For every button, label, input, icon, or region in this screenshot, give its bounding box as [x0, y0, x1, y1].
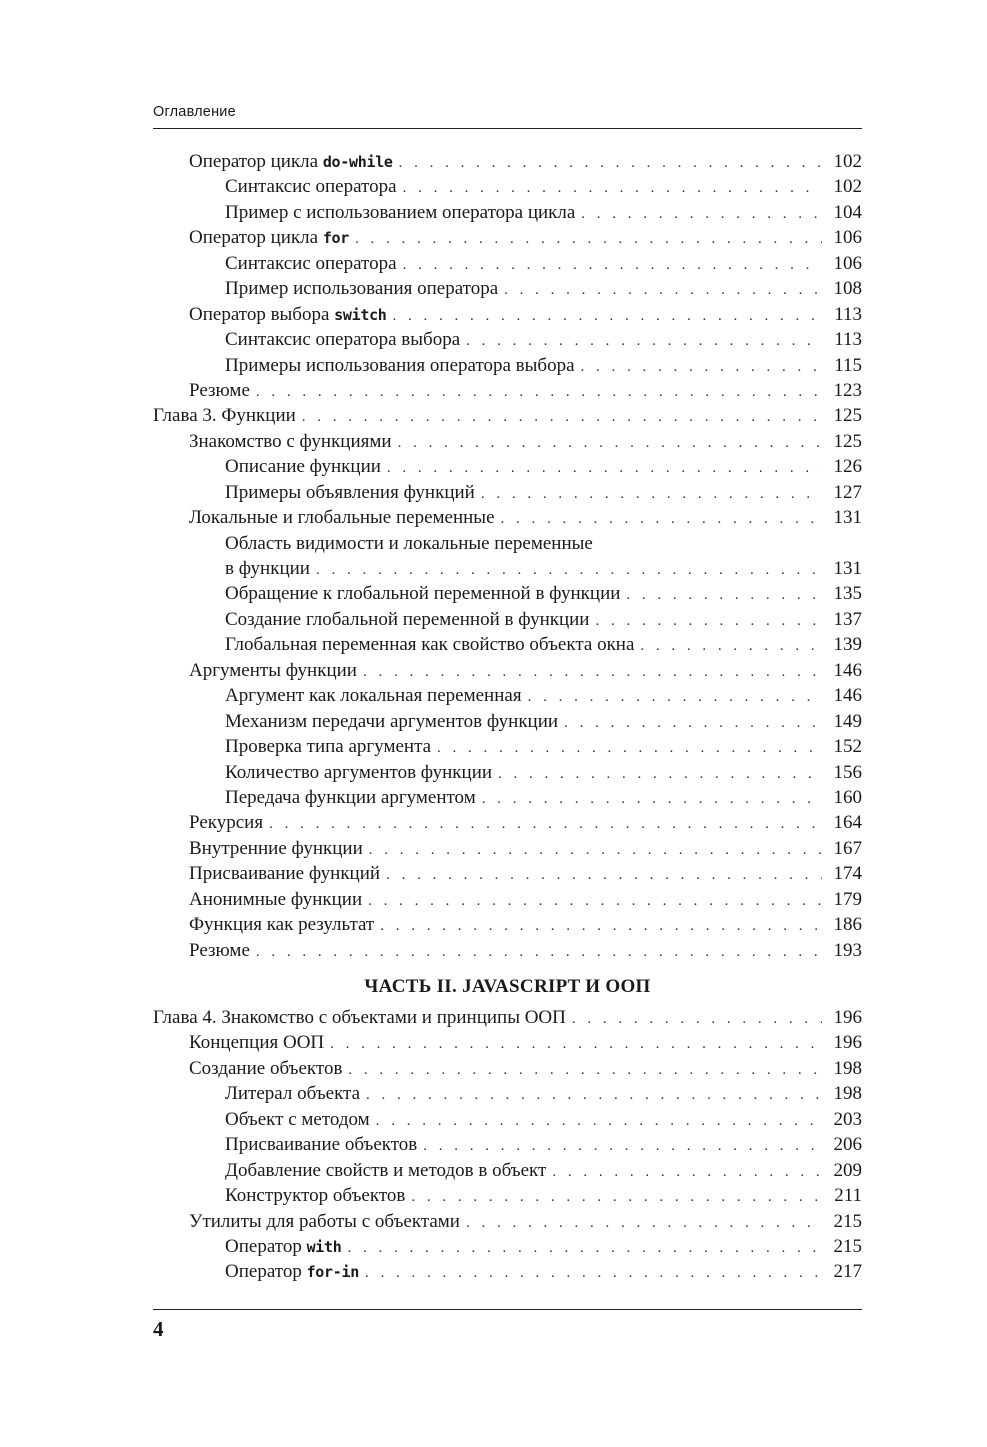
toc-entry-title	[225, 581, 620, 606]
toc-entry-page: 196	[833, 1007, 862, 1028]
toc-entry-text: Присваивание функций	[189, 863, 381, 885]
toc-entry[interactable]	[153, 1081, 862, 1106]
toc-entry-text: Знакомство с функциями	[189, 430, 392, 452]
toc-entry[interactable]	[153, 327, 862, 352]
dot-leader	[528, 685, 822, 710]
header-rule	[153, 128, 862, 129]
toc-section-before-part	[153, 149, 862, 963]
toc-entry[interactable]	[153, 760, 862, 785]
dot-leader	[365, 1261, 822, 1286]
toc-entry-code: switch	[334, 305, 387, 324]
toc-entry[interactable]	[153, 709, 862, 734]
toc-entry[interactable]	[153, 632, 862, 657]
toc-entry[interactable]	[153, 1259, 862, 1284]
toc-entry-text: Создание объектов	[189, 1057, 343, 1079]
dot-leader	[572, 1007, 822, 1032]
toc-entry-title	[225, 1107, 370, 1132]
toc-entry[interactable]	[153, 1209, 862, 1234]
dot-leader	[380, 914, 822, 939]
toc-entry-text: Утилиты для работы с объектами	[189, 1210, 460, 1232]
dot-leader	[330, 1032, 822, 1057]
toc-entry-page: 186	[833, 914, 862, 936]
toc-entry-title	[225, 1183, 405, 1208]
toc-entry-title: Область видимости и локальные переменные	[225, 532, 593, 554]
dot-leader	[256, 940, 822, 965]
toc-entry-title	[225, 1259, 359, 1285]
toc-entry[interactable]	[153, 251, 862, 276]
toc-entry-text: Оператор	[225, 1261, 307, 1283]
toc-entry-text: Синтаксис оператора	[225, 176, 397, 198]
toc-entry[interactable]	[153, 1056, 862, 1081]
toc-entry[interactable]	[153, 836, 862, 861]
toc-entry-page: 215	[833, 1210, 862, 1232]
toc-entry-text: Проверка типа аргумента	[225, 736, 432, 758]
toc-entry-text: Присваивание объектов	[225, 1134, 418, 1156]
toc-entry-text: Синтаксис оператора	[225, 252, 397, 274]
toc-entry-title	[225, 251, 397, 276]
toc-entry[interactable]	[153, 607, 862, 632]
toc-entry-page: 206	[833, 1134, 862, 1156]
toc-entry-title	[225, 353, 575, 378]
toc-entry-page: 217	[833, 1261, 862, 1283]
dot-leader	[398, 431, 822, 456]
toc-entry-page: 209	[833, 1159, 862, 1181]
dot-leader	[482, 787, 822, 812]
toc-entry-title	[189, 1030, 324, 1055]
toc-entry-title	[225, 1234, 342, 1260]
dot-leader	[498, 762, 822, 787]
toc-entry-text: Синтаксис оператора выбора	[225, 329, 461, 351]
toc-entry-text: Резюме	[189, 939, 250, 961]
toc-entry-text: Внутренние функции	[189, 837, 363, 859]
dot-leader	[552, 1160, 822, 1185]
toc-entry-code: for-in	[306, 1263, 359, 1282]
toc-entry[interactable]	[153, 785, 862, 810]
toc-entry-page: 102	[833, 176, 862, 198]
toc-entry[interactable]	[153, 480, 862, 505]
dot-leader	[403, 176, 822, 201]
toc-entry-text: Пример с использованием оператора цикла	[225, 201, 576, 223]
toc-entry-text: Резюме	[189, 379, 250, 401]
toc-entry-page: 113	[834, 329, 862, 351]
dot-leader	[564, 711, 822, 736]
toc-entry-page: 125	[833, 405, 862, 427]
toc-entry-page: 198	[833, 1057, 862, 1079]
toc-entry[interactable]	[153, 734, 862, 759]
toc-entry-title	[225, 174, 397, 199]
dot-leader	[366, 1083, 822, 1108]
toc-entry-text: Описание функции	[225, 456, 381, 478]
toc-entry[interactable]	[153, 683, 862, 708]
dot-leader	[348, 1058, 822, 1083]
toc-entry-text: Анонимные функции	[189, 888, 363, 910]
toc-entry-text: Оператор цикла	[189, 227, 323, 249]
dot-leader	[399, 151, 822, 176]
toc-entry-text: Локальные и глобальные переменные	[189, 507, 495, 529]
dot-leader	[626, 583, 822, 608]
toc-entry-title	[189, 505, 495, 530]
toc-entry[interactable]	[153, 276, 862, 301]
toc-entry[interactable]	[153, 887, 862, 912]
dot-leader	[581, 355, 822, 380]
toc-entry[interactable]	[153, 1030, 862, 1055]
toc-entry[interactable]	[153, 1158, 862, 1183]
toc-entry[interactable]	[153, 658, 862, 683]
toc-entry[interactable]	[153, 403, 862, 428]
toc-entry-title-continuation: в функции	[225, 558, 310, 579]
toc-entry-page: 196	[833, 1032, 862, 1054]
toc-entry-text: Добавление свойств и методов в объект	[225, 1159, 547, 1181]
toc-entry-page: 104	[833, 201, 862, 223]
toc-entry-text: Аргумент как локальная переменная	[225, 685, 522, 707]
toc-entry[interactable]	[153, 810, 862, 835]
toc-entry-page: 139	[833, 634, 862, 656]
toc-entry-page: 131	[833, 507, 862, 529]
toc-entry-text: Литерал объекта	[225, 1083, 361, 1105]
toc-entry-title	[153, 403, 296, 428]
toc-entry-text: Передача функции аргументом	[225, 786, 476, 808]
toc-entry-page: 164	[833, 812, 862, 834]
toc-entry[interactable]	[153, 938, 862, 963]
toc-entry-title	[189, 658, 357, 683]
dot-leader	[348, 1236, 822, 1261]
toc-entry-title	[189, 149, 393, 175]
toc-entry-text: Рекурсия	[189, 812, 264, 834]
page-number: 4	[153, 1317, 164, 1341]
toc-entry-title	[225, 327, 460, 352]
dot-leader	[386, 863, 822, 888]
dot-leader	[376, 1109, 822, 1134]
toc-entry-continuation[interactable]	[153, 556, 862, 581]
toc-entry-title	[225, 734, 431, 759]
toc-entry[interactable]	[153, 200, 862, 225]
dot-leader	[466, 1211, 822, 1236]
toc-entry[interactable]	[153, 1183, 862, 1208]
dot-leader	[466, 329, 822, 354]
toc-entry-text: Аргументы функции	[189, 659, 357, 681]
toc-entry-title	[189, 912, 374, 937]
toc-entry-text: Глава 4. Знакомство с объектами и принципы ООП	[153, 1007, 566, 1028]
toc-entry-text: Обращение к глобальной переменной в функции	[225, 583, 621, 605]
dot-leader	[269, 812, 822, 837]
toc-entry-page: 137	[833, 608, 862, 630]
dot-leader	[504, 278, 822, 303]
toc-entry-text: Примеры объявления функций	[225, 481, 475, 503]
dot-leader	[363, 660, 822, 685]
toc-entry[interactable]	[153, 1005, 862, 1030]
toc-entry-page: 167	[833, 837, 862, 859]
toc-entry-title	[189, 887, 362, 912]
toc-entry-page: 135	[833, 583, 862, 605]
toc-entry-page: 174	[833, 863, 862, 885]
toc-entry-title	[225, 276, 498, 301]
toc-entry-page: 127	[833, 481, 862, 503]
toc-entry-page: 126	[833, 456, 862, 478]
dot-leader	[387, 456, 822, 481]
dot-leader	[369, 838, 822, 863]
toc-entry-title	[225, 709, 558, 734]
toc-entry[interactable]	[153, 225, 862, 250]
toc-entry-text: Механизм передачи аргументов функции	[225, 710, 559, 732]
toc-entry-title	[189, 938, 250, 963]
toc-entry-page: 179	[833, 888, 862, 910]
toc-entry-title	[225, 1132, 417, 1157]
toc-entry[interactable]	[153, 302, 862, 327]
dot-leader	[368, 889, 822, 914]
toc-entry-page: 108	[833, 278, 862, 300]
toc-entry-text: Создание глобальной переменной в функции	[225, 608, 590, 630]
toc-entry-page: 193	[833, 939, 862, 961]
toc-entry[interactable]	[153, 531, 862, 556]
toc-entry[interactable]	[153, 1234, 862, 1259]
toc-entry-page: 146	[833, 659, 862, 681]
toc-entry[interactable]	[153, 1132, 862, 1157]
footer-rule	[153, 1309, 862, 1310]
toc-entry-page: 113	[834, 303, 862, 325]
toc-entry-page: 115	[834, 354, 862, 376]
dot-leader	[640, 634, 822, 659]
dot-leader	[355, 227, 822, 252]
toc-entry-code: for	[322, 229, 350, 248]
toc-entry-page: 123	[833, 379, 862, 401]
toc-entry-text: Количество аргументов функции	[225, 761, 493, 783]
toc-entry-code: do-while	[322, 153, 393, 171]
toc-entry-text: Оператор	[225, 1235, 307, 1257]
dot-leader	[302, 405, 822, 430]
toc-entry-title	[225, 760, 492, 785]
toc-entry[interactable]	[153, 861, 862, 886]
toc-entry-title	[225, 454, 381, 479]
toc-entry-page: 160	[833, 786, 862, 808]
toc-entry-page: 152	[833, 736, 862, 758]
toc-entry[interactable]	[153, 174, 862, 199]
toc-entry-text: Функция как результат	[189, 914, 375, 936]
toc-entry[interactable]	[153, 1107, 862, 1132]
toc-entry[interactable]	[153, 353, 862, 378]
toc-entry-page: 198	[833, 1083, 862, 1105]
toc-entry[interactable]	[153, 912, 862, 937]
toc-entry[interactable]	[153, 429, 862, 454]
table-of-contents	[153, 149, 862, 1285]
running-head: Оглавление	[153, 104, 236, 120]
toc-entry-title	[225, 683, 522, 708]
dot-leader	[316, 558, 822, 583]
dot-leader	[411, 1185, 822, 1210]
toc-entry-title	[225, 785, 476, 810]
toc-entry-page: 149	[833, 710, 862, 732]
toc-entry-title	[153, 1005, 566, 1030]
toc-entry-title	[189, 1056, 342, 1081]
toc-entry-title	[225, 480, 475, 505]
dot-leader	[393, 304, 822, 329]
toc-entry-title	[189, 378, 250, 403]
toc-entry-text: Примеры использования оператора выбора	[225, 354, 575, 376]
dot-leader	[481, 482, 822, 507]
toc-entry-page: 106	[833, 252, 862, 274]
toc-entry-title	[189, 810, 263, 835]
toc-entry-title	[189, 225, 349, 251]
toc-entry-text: Глобальная переменная как свойство объекта окна	[225, 634, 635, 656]
part-title: ЧАСТЬ II. JAVASCRIPT И ООП	[364, 976, 651, 997]
toc-entry-title	[225, 632, 634, 657]
dot-leader	[256, 380, 822, 405]
toc-entry-page: 102	[833, 151, 862, 172]
toc-entry[interactable]	[153, 454, 862, 479]
toc-entry[interactable]	[153, 505, 862, 530]
dot-leader	[423, 1134, 822, 1159]
toc-entry-title	[189, 861, 380, 886]
toc-entry-page: 203	[833, 1108, 862, 1130]
toc-entry-text: Оператор выбора	[189, 303, 335, 325]
toc-entry-text: Пример использования оператора	[225, 278, 499, 300]
toc-entry-title	[189, 836, 363, 861]
toc-entry-text: Конструктор объектов	[225, 1185, 406, 1207]
dot-leader	[437, 736, 822, 761]
toc-entry-page: 106	[833, 227, 862, 249]
toc-entry-page: 211	[834, 1185, 862, 1207]
dot-leader	[595, 609, 822, 634]
toc-section-after-part	[153, 1005, 862, 1285]
toc-entry-page: 156	[833, 761, 862, 783]
toc-entry[interactable]	[153, 581, 862, 606]
toc-entry-title	[225, 1158, 546, 1183]
toc-entry-code: with	[306, 1237, 342, 1256]
toc-entry-page: 146	[833, 685, 862, 707]
toc-entry-title	[189, 302, 387, 328]
toc-entry[interactable]	[153, 378, 862, 403]
toc-entry-text: Глава 3. Функции	[153, 405, 296, 427]
toc-entry-title	[225, 1081, 360, 1106]
toc-entry-page: 131	[833, 558, 862, 579]
dot-leader	[581, 202, 822, 227]
toc-entry-text: Оператор цикла	[189, 151, 323, 172]
toc-entry-title	[225, 607, 589, 632]
dot-leader	[501, 507, 822, 532]
toc-entry-title	[189, 429, 392, 454]
toc-entry[interactable]	[153, 149, 862, 174]
toc-entry-title	[189, 1209, 460, 1234]
toc-entry-text: Объект с методом	[225, 1108, 370, 1130]
toc-entry-text: Концепция ООП	[189, 1032, 325, 1054]
toc-entry-page: 125	[833, 430, 862, 452]
dot-leader	[403, 253, 822, 278]
toc-entry-title	[225, 200, 575, 225]
toc-entry-page: 215	[833, 1235, 862, 1257]
